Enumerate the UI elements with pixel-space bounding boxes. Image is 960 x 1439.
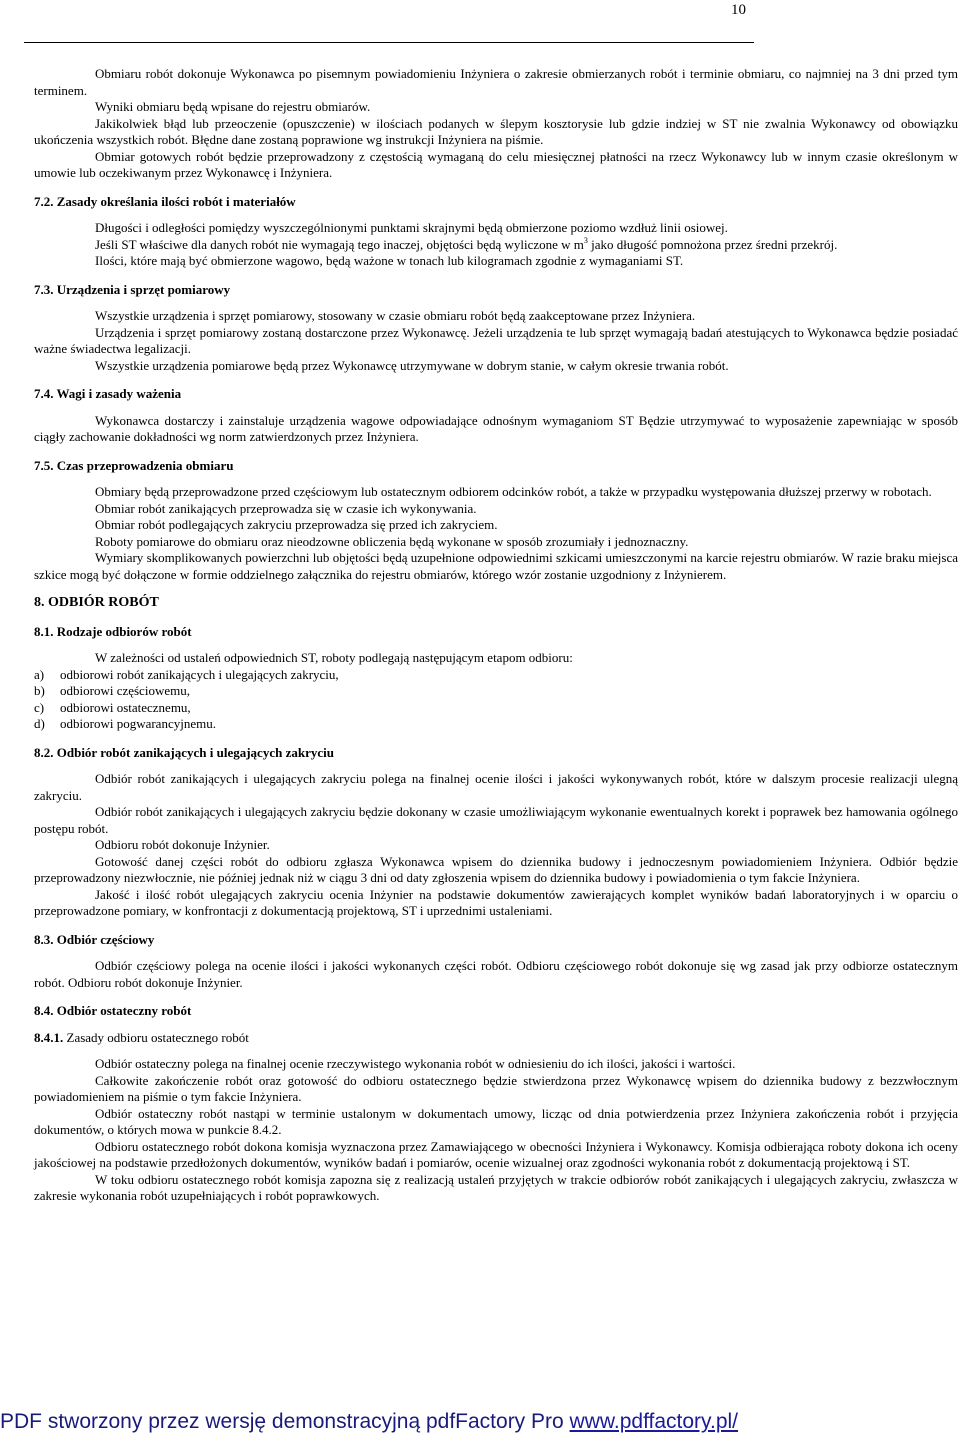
paragraph: Odbiór ostateczny polega na finalnej ocenie rzeczywistego wykonania robót w odniesieniu do ich ilości, jakości i wartości.: [95, 1056, 736, 1071]
section-heading-8-2: 8.2. Odbiór robót zanikających i ulegających zakryciu: [34, 744, 334, 760]
paragraph: Całkowite zakończenie robót oraz gotowość do odbioru ostatecznego będzie stwierdzona przez Wykonawcę wpisem do dziennika budowy z bezzwłocznym powiadomieniem na piśmie o tym fakcie Inżyniera.: [34, 1072, 958, 1104]
footer-text: PDF stworzony przez wersję demonstracyjną pdfFactory Pro: [0, 1410, 570, 1433]
pdf-footer: [0, 1410, 960, 1439]
section-heading-8: 8. ODBIÓR ROBÓT: [34, 595, 159, 610]
paragraph: Wykonawca dostarczy i zainstaluje urządzenia wagowe odpowiadające odnośnym wymaganiom ST Będzie utrzymywać to wyposażenie zapewniając w sposób ciągły zachowanie dokładności wg norm zatwierdzonych przez Inżyniera.: [34, 412, 958, 444]
list-item: d) odbiorowi pogwarancyjnemu.: [34, 716, 216, 731]
paragraph: Wszystkie urządzenia pomiarowe będą przez Wykonawcę utrzymywane w dobrym stanie, w całym okresie trwania robót.: [95, 357, 729, 373]
paragraph: Wyniki obmiaru będą wpisane do rejestru obmiarów.: [95, 99, 371, 114]
section-heading-7-5: 7.5. Czas przeprowadzenia obmiaru: [34, 457, 234, 473]
page-number: 10: [731, 2, 746, 18]
paragraph: Odbiór robót zanikających i ulegających zakryciu polega na finalnej ocenie ilości i jakości wykonywanych robót, które w dalszym procesie realizacji ulegną zakryciu.: [34, 771, 958, 803]
paragraph: Odbiór częściowy polega na ocenie ilości i jakości wykonanych części robót. Odbioru częściowego robót dokonuje się wg zasad jak przy odbiorze ostatecznym robót. Odbioru robót dokonuje Inżynier.: [34, 958, 958, 990]
section-heading-7-3: 7.3. Urządzenia i sprzęt pomiarowy: [34, 281, 231, 297]
acceptance-stages-list: [34, 667, 958, 733]
list-item: c) odbiorowi ostatecznemu,: [34, 699, 191, 715]
section-heading-7-2: 7.2. Zasady określania ilości robót i materiałów: [34, 193, 296, 209]
paragraph: W zależności od ustaleń odpowiednich ST, roboty podlegają następującym etapom odbioru:: [95, 650, 573, 665]
paragraph: Obmiar gotowych robót będzie przeprowadzony z częstością wymaganą do celu miesięcznej płatności na rzecz Wykonawcy lub w innym czasie określonym w umowie lub oczekiwanym przez Wykonawcę i Inżyniera.: [34, 148, 958, 180]
paragraph: Ilości, które mają być obmierzone wagowo, będą ważone w tonach lub kilogramach zgodnie z wymaganiami ST.: [95, 253, 684, 268]
section-heading-8-4: 8.4. Odbiór ostateczny robót: [34, 1003, 192, 1018]
intro-section: [34, 66, 958, 182]
paragraph: Jakość i ilość robót ulegających zakryciu ocenia Inżynier na podstawie dokumentów zawierających komplet wyników badań laboratoryjnych i w oparciu o przeprowadzone pomiary, w konfrontacji z dokumentacją projektową, ST i uprzednimi ustaleniami.: [34, 886, 958, 918]
paragraph: Wszystkie urządzenia i sprzęt pomiarowy, stosowany w czasie obmiaru robót będą zaakceptowane przez Inżyniera.: [95, 308, 696, 323]
paragraph: Jakikolwiek błąd lub przeoczenie (opuszczenie) w ilościach podanych w ślepym kosztorysie lub gdzie indziej w ST nie zwalnia Wykonawcy od obowiązku ukończenia wszystkich robót. Błędne dane zostaną poprawione wg instrukcji Inżyniera na piśmie.: [34, 115, 958, 147]
paragraph: Odbiór ostateczny robót nastąpi w terminie ustalonym w dokumentach umowy, licząc od dnia potwierdzenia przez Inżyniera zakończenia robót i przyjęcia dokumentów, o których mowa w punkcie 8.4.2.: [34, 1105, 958, 1137]
paragraph: Odbioru robót dokonuje Inżynier.: [95, 837, 270, 852]
paragraph: Obmiar robót podlegających zakryciu przeprowadza się przed ich zakryciem.: [95, 517, 498, 532]
paragraph: Urządzenia i sprzęt pomiarowy zostaną dostarczone przez Wykonawcę. Jeżeli urządzenia te lub sprzęt wymagają badań atestujących to Wykonawca będzie posiadać ważne świadectwa legalizacji.: [34, 324, 958, 356]
paragraph: Roboty pomiarowe do obmiaru oraz nieodzowne obliczenia będą wykonane w sposób zrozumiały i jednoznaczny.: [95, 533, 689, 549]
footer-link[interactable]: www.pdffactory.pl/: [569, 1410, 739, 1433]
section-heading-8-3: 8.3. Odbiór częściowy: [34, 931, 155, 947]
paragraph: Długości i odległości pomiędzy wyszczególnionymi punktami skrajnymi będą obmierzone poziomo wzdłuż linii osiowej.: [95, 220, 728, 235]
list-item: b) odbiorowi częściowemu,: [34, 683, 190, 698]
paragraph: W toku odbioru ostatecznego robót komisja zapozna się z realizacją ustaleń przyjętych w trakcie odbiorów robót zanikających i ulegających zakryciu, zwłaszcza w zakresie wykonania robót uzupełniających i robót poprawkowych.: [34, 1171, 958, 1203]
list-item: a) odbiorowi robót zanikających i ulegających zakryciu,: [34, 666, 339, 682]
section-heading-8-1: 8.1. Rodzaje odbiorów robót: [34, 623, 192, 639]
paragraph: Obmiaru robót dokonuje Wykonawca po pisemnym powiadomieniu Inżyniera o zakresie obmierzanych robót i terminie obmiaru, co najmniej na 3 dni przed tym terminem.: [34, 66, 958, 98]
section-heading-8-4-1: 8.4.1. Zasady odbioru ostatecznego robót: [34, 1029, 249, 1045]
document-body: [34, 66, 958, 1205]
paragraph: Gotowość danej części robót do odbioru zgłasza Wykonawca wpisem do dziennika budowy i jednoczesnym powiadomieniem Inżyniera. Odbiór będzie przeprowadzony niezwłocznie, nie później jednak niż w ciągu 3 dni od daty zgłoszenia wpisem do dziennika budowy i powiadomienia o tym fakcie Inżyniera.: [34, 853, 958, 885]
paragraph: Wymiary skomplikowanych powierzchni lub objętości będą uzupełnione odpowiednimi szkicami umieszczonymi na karcie rejestru obmiarów. W razie braku miejsca szkice mogą być dołączone w formie oddzielnego załącznika do rejestru obmiarów, którego wzór zostanie uzgodniony z Inżynierem.: [34, 550, 958, 582]
paragraph: Obmiar robót zanikających przeprowadza się w czasie ich wykonywania.: [95, 500, 477, 516]
paragraph: Jeśli ST właściwe dla danych robót nie wymagają tego inaczej, objętości będą wyliczone w $m^3$ jako długość pomnożona przez średni przekrój.: [95, 235, 838, 252]
paragraph: Odbioru ostatecznego robót dokona komisja wyznaczona przez Zamawiającego w obecności Inżyniera i Wykonawcy. Komisja odbierająca roboty dokona ich oceny jakościowej na podstawie przedłożonych dokumentów, wyników badań i pomiarów, ocenie wizualnej oraz zgodności wykonania robót z dokumentacją projektową i ST.: [34, 1138, 958, 1170]
section-heading-7-4: 7.4. Wagi i zasady ważenia: [34, 386, 182, 401]
header-rule: [24, 42, 754, 43]
paragraph: Odbiór robót zanikających i ulegających zakryciu będzie dokonany w czasie umożliwiającym wykonanie ewentualnych korekt i poprawek bez hamowania ogólnego postępu robót.: [34, 804, 958, 836]
paragraph: Obmiary będą przeprowadzone przed częściowym lub ostatecznym odbiorem odcinków robót, a także w przypadku występowania dłuższej przerwy w robotach.: [95, 484, 932, 499]
